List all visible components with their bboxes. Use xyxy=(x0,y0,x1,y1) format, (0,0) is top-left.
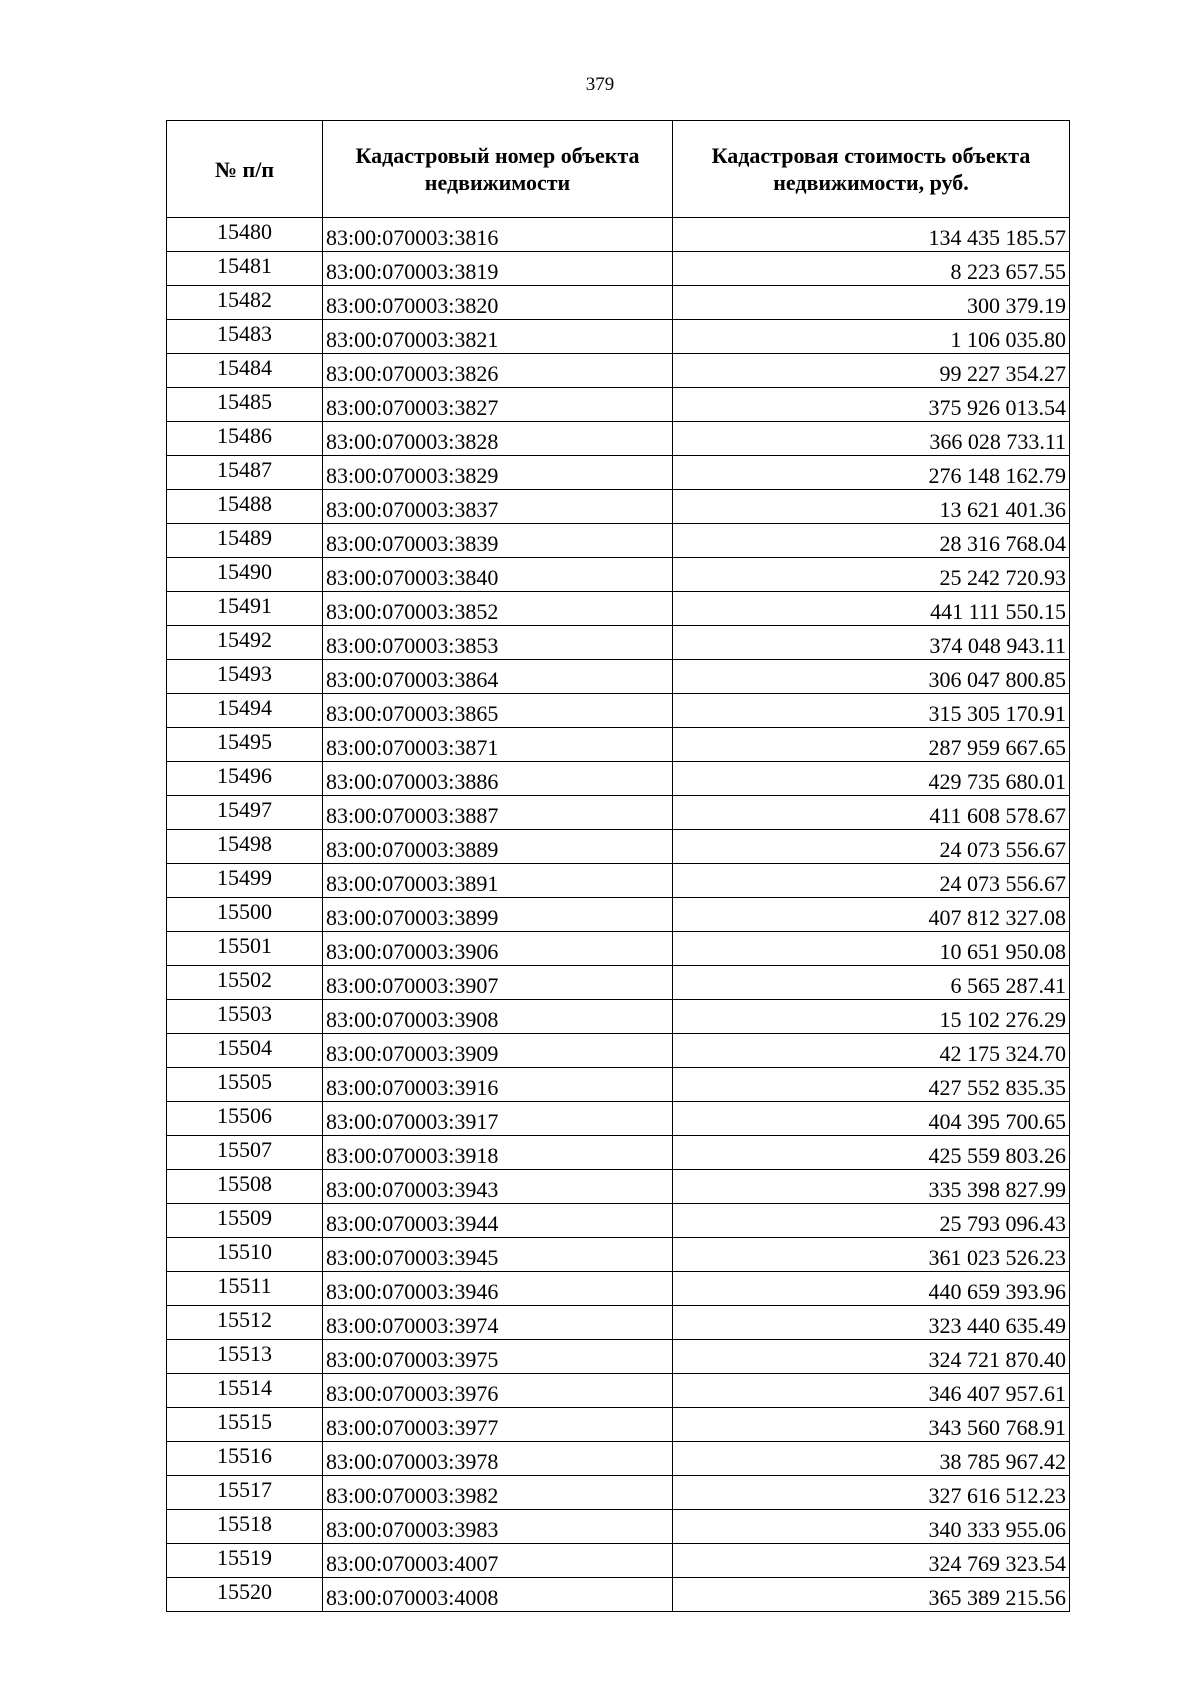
row-number-cell: 15484 xyxy=(167,354,323,388)
table-row xyxy=(167,252,1070,286)
cadastral-value-cell: 365 389 215.56 xyxy=(673,1578,1070,1612)
table-row xyxy=(167,592,1070,626)
table-row xyxy=(167,490,1070,524)
cadastral-number-cell: 83:00:070003:3908 xyxy=(323,1000,673,1034)
row-number-cell: 15517 xyxy=(167,1476,323,1510)
cadastral-number-cell: 83:00:070003:3827 xyxy=(323,388,673,422)
row-number-cell: 15518 xyxy=(167,1510,323,1544)
cadastral-number-cell: 83:00:070003:3978 xyxy=(323,1442,673,1476)
cadastral-number-cell: 83:00:070003:3976 xyxy=(323,1374,673,1408)
row-number-cell: 15483 xyxy=(167,320,323,354)
cadastral-value-cell: 374 048 943.11 xyxy=(673,626,1070,660)
cadastral-number-cell: 83:00:070003:3909 xyxy=(323,1034,673,1068)
cadastral-value-cell: 324 769 323.54 xyxy=(673,1544,1070,1578)
table-row xyxy=(167,1476,1070,1510)
table-row xyxy=(167,388,1070,422)
cadastral-value-cell: 25 242 720.93 xyxy=(673,558,1070,592)
table-row xyxy=(167,286,1070,320)
cadastral-value-cell: 1 106 035.80 xyxy=(673,320,1070,354)
row-number-cell: 15499 xyxy=(167,864,323,898)
cadastral-value-cell: 343 560 768.91 xyxy=(673,1408,1070,1442)
cadastral-value-cell: 440 659 393.96 xyxy=(673,1272,1070,1306)
table-row xyxy=(167,456,1070,490)
row-number-cell: 15514 xyxy=(167,1374,323,1408)
row-number-cell: 15500 xyxy=(167,898,323,932)
header-cadastral-number: Кадастровый номер объекта недвижимости xyxy=(323,121,673,218)
row-number-cell: 15510 xyxy=(167,1238,323,1272)
table-row xyxy=(167,524,1070,558)
row-number-cell: 15487 xyxy=(167,456,323,490)
table-row xyxy=(167,354,1070,388)
table-row xyxy=(167,1408,1070,1442)
cadastral-number-cell: 83:00:070003:3917 xyxy=(323,1102,673,1136)
table-body xyxy=(167,218,1070,1612)
cadastral-number-cell: 83:00:070003:3852 xyxy=(323,592,673,626)
cadastral-value-cell: 15 102 276.29 xyxy=(673,1000,1070,1034)
table-row xyxy=(167,1544,1070,1578)
table-row xyxy=(167,1510,1070,1544)
cadastral-number-cell: 83:00:070003:3816 xyxy=(323,218,673,252)
row-number-cell: 15482 xyxy=(167,286,323,320)
cadastral-number-cell: 83:00:070003:3946 xyxy=(323,1272,673,1306)
cadastral-value-cell: 425 559 803.26 xyxy=(673,1136,1070,1170)
table-row xyxy=(167,1238,1070,1272)
row-number-cell: 15498 xyxy=(167,830,323,864)
cadastral-number-cell: 83:00:070003:4008 xyxy=(323,1578,673,1612)
cadastral-number-cell: 83:00:070003:3819 xyxy=(323,252,673,286)
cadastral-number-cell: 83:00:070003:3887 xyxy=(323,796,673,830)
cadastral-number-cell: 83:00:070003:3943 xyxy=(323,1170,673,1204)
row-number-cell: 15485 xyxy=(167,388,323,422)
row-number-cell: 15491 xyxy=(167,592,323,626)
cadastral-value-cell: 13 621 401.36 xyxy=(673,490,1070,524)
row-number-cell: 15481 xyxy=(167,252,323,286)
table-row xyxy=(167,1374,1070,1408)
cadastral-value-cell: 315 305 170.91 xyxy=(673,694,1070,728)
table-row xyxy=(167,932,1070,966)
cadastral-number-cell: 83:00:070003:3983 xyxy=(323,1510,673,1544)
header-cadastral-value: Кадастровая стоимость объекта недвижимости, руб. xyxy=(673,121,1070,218)
cadastral-number-cell: 83:00:070003:3865 xyxy=(323,694,673,728)
cadastral-value-cell: 24 073 556.67 xyxy=(673,830,1070,864)
table-row xyxy=(167,1000,1070,1034)
cadastral-number-cell: 83:00:070003:3871 xyxy=(323,728,673,762)
row-number-cell: 15501 xyxy=(167,932,323,966)
cadastral-number-cell: 83:00:070003:3853 xyxy=(323,626,673,660)
table-row xyxy=(167,320,1070,354)
row-number-cell: 15489 xyxy=(167,524,323,558)
header-row xyxy=(167,121,1070,218)
cadastral-value-cell: 42 175 324.70 xyxy=(673,1034,1070,1068)
table-row xyxy=(167,830,1070,864)
cadastral-number-cell: 83:00:070003:3820 xyxy=(323,286,673,320)
row-number-cell: 15520 xyxy=(167,1578,323,1612)
header-row-number: № п/п xyxy=(167,121,323,218)
table-row xyxy=(167,626,1070,660)
cadastral-value-cell: 323 440 635.49 xyxy=(673,1306,1070,1340)
row-number-cell: 15503 xyxy=(167,1000,323,1034)
row-number-cell: 15508 xyxy=(167,1170,323,1204)
cadastral-value-cell: 24 073 556.67 xyxy=(673,864,1070,898)
cadastral-number-cell: 83:00:070003:3864 xyxy=(323,660,673,694)
cadastral-number-cell: 83:00:070003:3945 xyxy=(323,1238,673,1272)
cadastral-value-cell: 25 793 096.43 xyxy=(673,1204,1070,1238)
table-row xyxy=(167,898,1070,932)
cadastral-value-cell: 441 111 550.15 xyxy=(673,592,1070,626)
cadastral-value-cell: 8 223 657.55 xyxy=(673,252,1070,286)
table-row xyxy=(167,966,1070,1000)
cadastral-value-cell: 375 926 013.54 xyxy=(673,388,1070,422)
cadastral-value-cell: 327 616 512.23 xyxy=(673,1476,1070,1510)
cadastral-value-cell: 28 316 768.04 xyxy=(673,524,1070,558)
row-number-cell: 15513 xyxy=(167,1340,323,1374)
cadastral-number-cell: 83:00:070003:3974 xyxy=(323,1306,673,1340)
row-number-cell: 15504 xyxy=(167,1034,323,1068)
table-row xyxy=(167,762,1070,796)
table-row xyxy=(167,694,1070,728)
row-number-cell: 15488 xyxy=(167,490,323,524)
cadastral-number-cell: 83:00:070003:3837 xyxy=(323,490,673,524)
cadastral-value-cell: 429 735 680.01 xyxy=(673,762,1070,796)
cadastral-number-cell: 83:00:070003:3886 xyxy=(323,762,673,796)
table-row xyxy=(167,1170,1070,1204)
table-row xyxy=(167,1272,1070,1306)
table-row xyxy=(167,1442,1070,1476)
cadastral-number-cell: 83:00:070003:3839 xyxy=(323,524,673,558)
row-number-cell: 15509 xyxy=(167,1204,323,1238)
cadastral-value-cell: 340 333 955.06 xyxy=(673,1510,1070,1544)
row-number-cell: 15506 xyxy=(167,1102,323,1136)
cadastral-value-cell: 6 565 287.41 xyxy=(673,966,1070,1000)
cadastral-number-cell: 83:00:070003:3916 xyxy=(323,1068,673,1102)
table-header xyxy=(167,121,1070,218)
cadastral-number-cell: 83:00:070003:3906 xyxy=(323,932,673,966)
table-row xyxy=(167,1136,1070,1170)
cadastral-number-cell: 83:00:070003:3828 xyxy=(323,422,673,456)
cadastral-number-cell: 83:00:070003:3907 xyxy=(323,966,673,1000)
cadastral-value-cell: 335 398 827.99 xyxy=(673,1170,1070,1204)
row-number-cell: 15505 xyxy=(167,1068,323,1102)
cadastral-value-cell: 306 047 800.85 xyxy=(673,660,1070,694)
cadastral-number-cell: 83:00:070003:3829 xyxy=(323,456,673,490)
row-number-cell: 15511 xyxy=(167,1272,323,1306)
row-number-cell: 15492 xyxy=(167,626,323,660)
cadastral-value-cell: 366 028 733.11 xyxy=(673,422,1070,456)
row-number-cell: 15502 xyxy=(167,966,323,1000)
cadastral-value-table xyxy=(166,120,1070,1612)
table-row xyxy=(167,1102,1070,1136)
cadastral-value-cell: 324 721 870.40 xyxy=(673,1340,1070,1374)
row-number-cell: 15496 xyxy=(167,762,323,796)
table-row xyxy=(167,1340,1070,1374)
row-number-cell: 15486 xyxy=(167,422,323,456)
cadastral-value-cell: 404 395 700.65 xyxy=(673,1102,1070,1136)
cadastral-value-cell: 361 023 526.23 xyxy=(673,1238,1070,1272)
cadastral-value-cell: 134 435 185.57 xyxy=(673,218,1070,252)
table-row xyxy=(167,1204,1070,1238)
cadastral-number-cell: 83:00:070003:3889 xyxy=(323,830,673,864)
row-number-cell: 15493 xyxy=(167,660,323,694)
cadastral-value-cell: 99 227 354.27 xyxy=(673,354,1070,388)
cadastral-number-cell: 83:00:070003:3944 xyxy=(323,1204,673,1238)
cadastral-number-cell: 83:00:070003:3891 xyxy=(323,864,673,898)
row-number-cell: 15480 xyxy=(167,218,323,252)
cadastral-value-cell: 276 148 162.79 xyxy=(673,456,1070,490)
table-row xyxy=(167,422,1070,456)
table-row xyxy=(167,660,1070,694)
cadastral-value-cell: 427 552 835.35 xyxy=(673,1068,1070,1102)
cadastral-value-cell: 411 608 578.67 xyxy=(673,796,1070,830)
cadastral-number-cell: 83:00:070003:3975 xyxy=(323,1340,673,1374)
cadastral-value-cell: 346 407 957.61 xyxy=(673,1374,1070,1408)
cadastral-value-cell: 407 812 327.08 xyxy=(673,898,1070,932)
page-number: 379 xyxy=(585,74,615,95)
cadastral-value-cell: 38 785 967.42 xyxy=(673,1442,1070,1476)
table-row xyxy=(167,558,1070,592)
cadastral-value-cell: 287 959 667.65 xyxy=(673,728,1070,762)
table-row xyxy=(167,864,1070,898)
cadastral-number-cell: 83:00:070003:3826 xyxy=(323,354,673,388)
row-number-cell: 15495 xyxy=(167,728,323,762)
cadastral-number-cell: 83:00:070003:3918 xyxy=(323,1136,673,1170)
row-number-cell: 15519 xyxy=(167,1544,323,1578)
cadastral-number-cell: 83:00:070003:4007 xyxy=(323,1544,673,1578)
table-row xyxy=(167,1306,1070,1340)
cadastral-number-cell: 83:00:070003:3821 xyxy=(323,320,673,354)
row-number-cell: 15516 xyxy=(167,1442,323,1476)
table-row xyxy=(167,1034,1070,1068)
row-number-cell: 15512 xyxy=(167,1306,323,1340)
row-number-cell: 15497 xyxy=(167,796,323,830)
row-number-cell: 15507 xyxy=(167,1136,323,1170)
row-number-cell: 15490 xyxy=(167,558,323,592)
table-row xyxy=(167,1068,1070,1102)
table-row xyxy=(167,218,1070,252)
cadastral-value-cell: 10 651 950.08 xyxy=(673,932,1070,966)
cadastral-number-cell: 83:00:070003:3982 xyxy=(323,1476,673,1510)
table-row xyxy=(167,728,1070,762)
cadastral-number-cell: 83:00:070003:3977 xyxy=(323,1408,673,1442)
row-number-cell: 15515 xyxy=(167,1408,323,1442)
table-row xyxy=(167,1578,1070,1612)
cadastral-value-cell: 300 379.19 xyxy=(673,286,1070,320)
cadastral-number-cell: 83:00:070003:3899 xyxy=(323,898,673,932)
cadastral-number-cell: 83:00:070003:3840 xyxy=(323,558,673,592)
table-row xyxy=(167,796,1070,830)
row-number-cell: 15494 xyxy=(167,694,323,728)
